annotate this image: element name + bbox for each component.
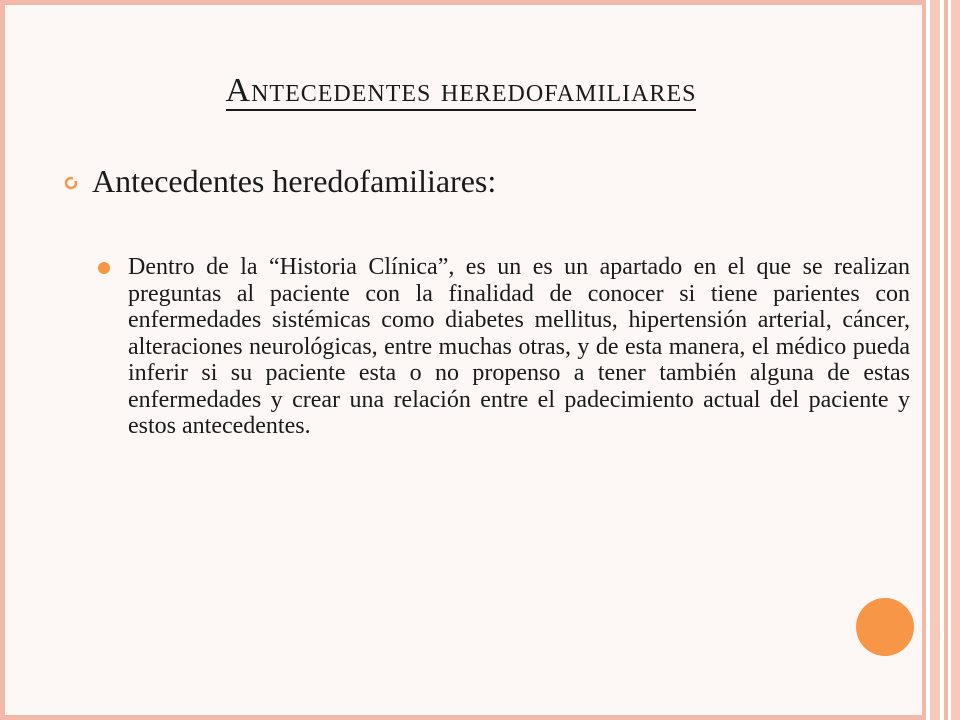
decorative-stripes bbox=[922, 0, 960, 720]
bullet-level2 bbox=[98, 254, 910, 440]
bullet-level1-text: Antecedentes heredofamiliares: bbox=[92, 163, 497, 199]
orange-circle-decoration bbox=[856, 598, 914, 656]
bullet-level2-text: Dentro de la “Historia Clínica”, es un es un apartado en el que se realizan preguntas al paciente con la finalidad de conocer si tiene parientes con enfermedades sistémicas como diabetes mellitus, hipertensión arterial, cáncer, alteraciones neurológicas, entre muchas otras, y de esta manera, el médico pueda inferir si su paciente esta o no propenso a tener también alguna de estas enfermedades y crear una relación entre el padecimiento actual del paciente y estos antecedentes. bbox=[128, 254, 910, 439]
dot-bullet-icon bbox=[98, 262, 110, 274]
slide-title bbox=[0, 72, 922, 111]
ring-bullet-icon bbox=[64, 176, 78, 190]
bullet-level1 bbox=[64, 163, 496, 200]
slide-title-text: Antecedentes heredofamiliares bbox=[225, 72, 697, 109]
